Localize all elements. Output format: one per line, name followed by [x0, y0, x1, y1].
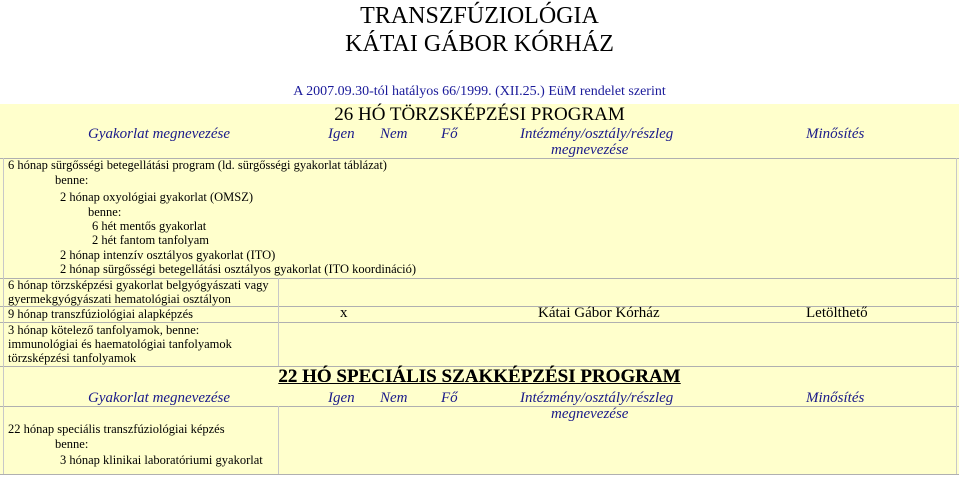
list-item: gyermekgyógyászati hematológiai osztályon — [8, 292, 231, 306]
list-item: 2 hónap sürgősségi betegellátási osztályos gyakorlat (ITO koordináció) — [60, 262, 417, 276]
col-practice-header: Gyakorlat megnevezése — [88, 390, 231, 406]
col-no-header: Nem — [380, 390, 408, 406]
page-title-line2: KÁTAI GÁBOR KÓRHÁZ — [345, 31, 614, 57]
col-institution-header-line2: megnevezése — [551, 142, 629, 158]
program1-title: 26 HÓ TÖRZSKÉPZÉSI PROGRAM — [334, 104, 625, 125]
col-no-header: Nem — [380, 126, 408, 142]
list-item: 22 hónap speciális transzfúziológiai képzés — [8, 422, 225, 436]
list-item: 2 hónap oxyológiai gyakorlat (OMSZ) — [60, 190, 254, 204]
regulation-note: A 2007.09.30-tól hatályos 66/1999. (XII.25.) EüM rendelet szerint — [293, 84, 666, 99]
col-divider — [278, 278, 279, 366]
list-item: immunológiai és haematológiai tanfolyamok — [8, 337, 232, 351]
col-institution-header: Intézmény/osztály/részleg — [520, 126, 674, 142]
list-item: 6 hét mentős gyakorlat — [92, 219, 207, 233]
list-item: 3 hónap klinikai laboratóriumi gyakorlat — [60, 453, 263, 467]
program2-title: 22 HÓ SPECIÁLIS SZAKKÉPZÉSI PROGRAM — [278, 366, 681, 387]
col-divider — [3, 158, 4, 474]
col-yes-header: Igen — [328, 126, 355, 142]
col-rating-header: Minősítés — [806, 126, 865, 142]
page-title-line1: TRANSZFÚZIOLÓGIA — [360, 3, 599, 29]
list-item: 3 hónap kötelező tanfolyamok, benne: — [8, 323, 200, 337]
col-institution-header: Intézmény/osztály/részleg — [520, 390, 674, 406]
list-item: 9 hónap transzfúziológiai alapképzés — [8, 307, 193, 321]
institution-value: Kátai Gábor Kórház — [538, 305, 660, 321]
list-item: benne: — [88, 205, 122, 219]
col-yes-header: Igen — [328, 390, 355, 406]
download-link[interactable]: Letölthető — [806, 305, 868, 321]
col-count-header: Fő — [441, 126, 458, 142]
col-institution-header-line2: megnevezése — [551, 406, 629, 422]
list-item: benne: — [55, 437, 89, 451]
list-item: 6 hónap sürgősségi betegellátási program (ld. sürgősségi gyakorlat táblázat) — [8, 158, 387, 172]
col-divider — [956, 158, 957, 474]
col-rating-header: Minősítés — [806, 390, 865, 406]
col-divider — [278, 406, 279, 474]
col-count-header: Fő — [441, 390, 458, 406]
list-item: 2 hónap intenzív osztályos gyakorlat (ITO) — [60, 248, 276, 262]
list-item: törzsképzési tanfolyamok — [8, 351, 137, 365]
col-practice-header: Gyakorlat megnevezése — [88, 126, 231, 142]
list-item: 6 hónap törzsképzési gyakorlat belgyógyászati vagy — [8, 278, 269, 292]
row-divider — [0, 474, 959, 475]
yes-mark: x — [340, 305, 348, 321]
list-item: 2 hét fantom tanfolyam — [92, 233, 209, 247]
list-item: benne: — [55, 173, 89, 187]
